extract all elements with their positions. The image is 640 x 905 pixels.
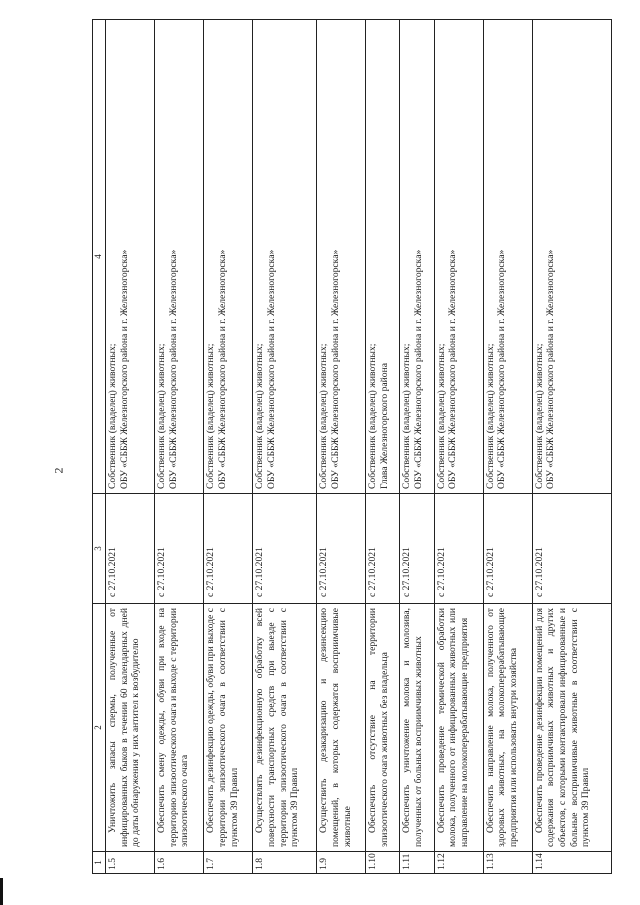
responsible-cell (483, 20, 532, 494)
responsible-line-1: Собственник (владелец) животных; (435, 343, 447, 489)
deadline-date: с 27.10.2021 (483, 494, 532, 604)
measure-text: Обеспечить дезинфекцию одежды, обуви при выходе с территории эпизоотического очага в соответствии с пунктом 39 Правил (204, 604, 253, 852)
responsible-cell (204, 20, 253, 494)
responsible-line-2: ОБУ «СББЖ Железногорского района и г. Железногорска» (118, 249, 130, 489)
deadline-date: с 27.10.2021 (253, 494, 317, 604)
deadline-date: с 27.10.2021 (400, 494, 434, 604)
measure-text: Осуществлять дезинфекционную обработку всей поверхности транспортных средств при выезде с территории эпизоотического очага в соответствии с пунктом 39 Правил (253, 604, 317, 852)
responsible-line-1: Собственник (владелец) животных; (318, 343, 330, 489)
responsible-cell (106, 20, 155, 494)
row-number: 1.12 (434, 852, 483, 874)
table-row (532, 20, 611, 874)
table-row (106, 20, 155, 874)
responsible-line-1: Собственник (владелец) животных; (401, 343, 413, 489)
measure-text: Осуществить дезакаризацию и дезинсекцию помещений, в которых содержатся восприимчивые животные (317, 604, 366, 852)
header-col-2: 2 (93, 604, 106, 852)
deadline-date: с 27.10.2021 (204, 494, 253, 604)
measure-text: Обеспечить уничтожение молока и молозива, полученных от больных восприимчивых животных (400, 604, 434, 852)
header-col-1: 1 (93, 852, 106, 874)
row-number: 1.6 (155, 852, 204, 874)
table-row (155, 20, 204, 874)
responsible-line-2: ОБУ «СББЖ Железногорского района и г. Железногорска» (447, 249, 459, 489)
responsible-line-2: ОБУ «СББЖ Железногорского района и г. Железногорска» (167, 249, 179, 489)
deadline-date: с 27.10.2021 (106, 494, 155, 604)
row-number: 1.10 (366, 852, 400, 874)
responsible-line-2: ОБУ «СББЖ Железногорского района и г. Железногорска» (216, 249, 228, 489)
table-row (317, 20, 366, 874)
page-number: 2 (51, 467, 66, 474)
responsible-cell (366, 20, 400, 494)
deadline-date: с 27.10.2021 (434, 494, 483, 604)
responsible-cell (532, 20, 611, 494)
table-row (366, 20, 400, 874)
table-row (434, 20, 483, 874)
responsible-line-2: ОБУ «СББЖ Железногорского района и г. Железногорска» (330, 249, 342, 489)
row-number: 1.5 (106, 852, 155, 874)
table-row (253, 20, 317, 874)
responsible-cell (400, 20, 434, 494)
measure-text: Уничтожить запасы спермы, полученные от инфицированных быков в течении 60 календарных дней до даты обнаружения у них антител к возбудителю (106, 604, 155, 852)
deadline-date: с 27.10.2021 (532, 494, 611, 604)
deadline-date: с 27.10.2021 (155, 494, 204, 604)
row-number: 1.7 (204, 852, 253, 874)
scan-edge-mark (0, 878, 3, 905)
row-number: 1.14 (532, 852, 611, 874)
row-number: 1.13 (483, 852, 532, 874)
responsible-cell (155, 20, 204, 494)
responsible-line-1: Собственник (владелец) животных; (156, 343, 168, 489)
row-number: 1.9 (317, 852, 366, 874)
responsible-line-2: ОБУ «СББЖ Железногорского района и г. Железногорска» (413, 249, 425, 489)
responsible-cell (253, 20, 317, 494)
measures-table (92, 19, 612, 874)
responsible-line-2: ОБУ «СББЖ Железногорского района и г. Железногорска» (496, 249, 508, 489)
measure-text: Обеспечить отсутствие на территории эпизоотического очага животных без владельца (366, 604, 400, 852)
header-col-4: 4 (93, 20, 106, 494)
deadline-date: с 27.10.2021 (317, 494, 366, 604)
responsible-line-2: Глава Железногорского района (379, 363, 391, 489)
table-row (400, 20, 434, 874)
measure-text: Обеспечить проведение термической обработки молока, полученного от инфицированных животных или направление на молокоперерабатывающие предприятия (434, 604, 483, 852)
rotated-page-content (92, 19, 612, 874)
responsible-cell (434, 20, 483, 494)
responsible-line-2: ОБУ «СББЖ Железногорского района и г. Железногорска» (265, 249, 277, 489)
deadline-date: с 27.10.2021 (366, 494, 400, 604)
row-number: 1.11 (400, 852, 434, 874)
responsible-line-1: Собственник (владелец) животных; (484, 343, 496, 489)
header-col-3: 3 (93, 494, 106, 604)
responsible-line-1: Собственник (владелец) животных; (254, 343, 266, 489)
responsible-line-1: Собственник (владелец) животных; (107, 343, 118, 489)
responsible-line-1: Собственник (владелец) животных; (367, 343, 379, 489)
table-row (204, 20, 253, 874)
table-row (483, 20, 532, 874)
measure-text: Обеспечить направление молока, полученного от здоровых животных, на молокоперерабатывающие предприятия или использовать внутри хозяйства (483, 604, 532, 852)
measure-text: Обеспечить смену одежды, обуви при входе на территорию эпизоотического очага и выходе с территории эпизоотического очага (155, 604, 204, 852)
measure-text: Обеспечить проведение дезинфекции помещений для содержания восприимчивых животных и других объектов, с которыми контактировали инфицированные и больные восприимчивые животные в соответствии с пунктом 39 Правил (532, 604, 611, 852)
responsible-line-1: Собственник (владелец) животных; (533, 343, 545, 489)
row-number: 1.8 (253, 852, 317, 874)
responsible-line-2: ОБУ «СББЖ Железногорского района и г. Железногорска» (545, 249, 557, 489)
header-row (93, 20, 106, 874)
responsible-line-1: Собственник (владелец) животных; (205, 343, 217, 489)
responsible-cell (317, 20, 366, 494)
